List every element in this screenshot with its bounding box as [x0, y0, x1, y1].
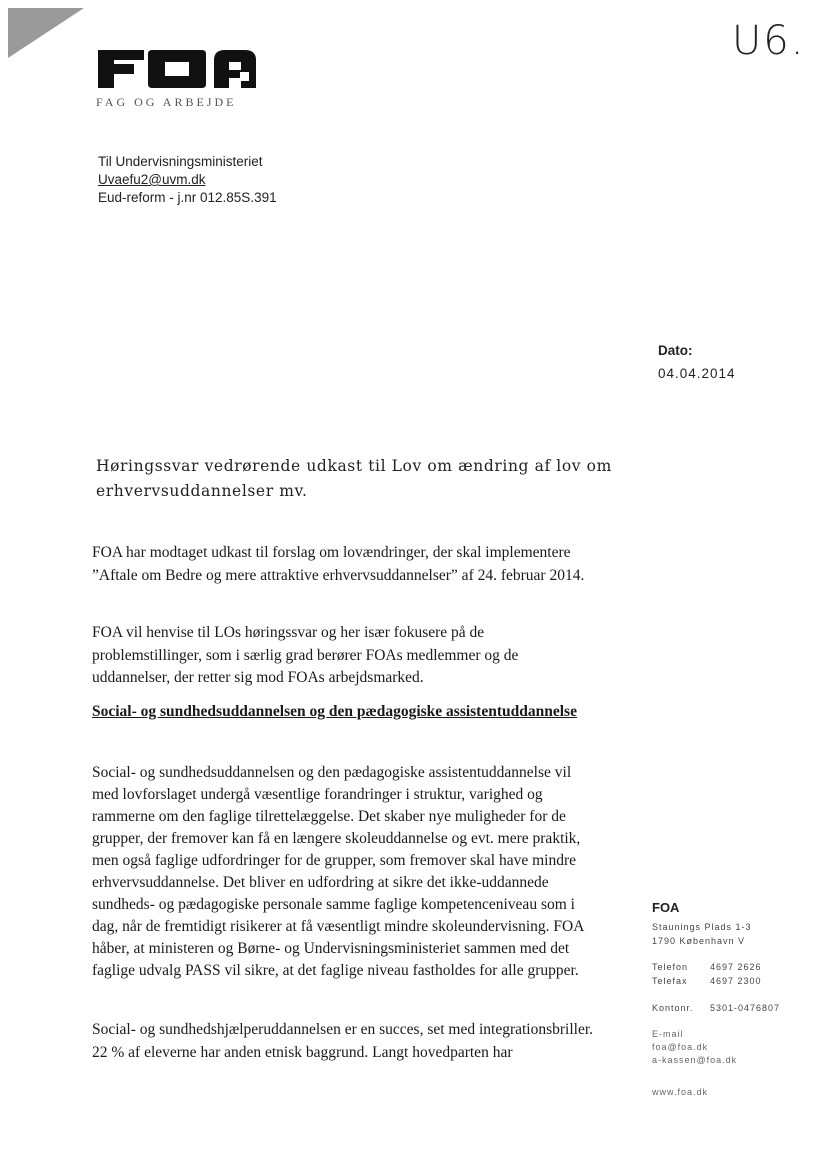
recipient-block	[98, 153, 277, 207]
sidebar-konto-row	[652, 1003, 780, 1013]
sidebar-city: 1790 København V	[652, 936, 746, 946]
letter-title: Høringssvar vedrørende udkast til Lov om ændring af lov om erhvervsuddannelser mv.	[96, 457, 612, 500]
recipient-line: Til Undervisningsministeriet	[98, 154, 263, 169]
body-paragraph-2: FOA vil henvise til LOs høringssvar og her især fokusere på de problemstillinger, som i særlig grad berører FOAs medlemmer og de uddannelser, der retter sig mod FOAs arbejdsmarked.	[92, 624, 519, 686]
body-paragraph-4: Social- og sundhedshjælperuddannelsen er en succes, set med integrationsbriller. 22 % af eleverne har anden etnisk baggrund. Langt hovedparten har	[92, 1021, 594, 1061]
sidebar-telefax-row	[652, 976, 762, 986]
sidebar-email-block	[652, 1028, 737, 1067]
konto-value: 5301-0476807	[710, 1003, 781, 1013]
body-paragraph-3: Social- og sundhedsuddannelsen og den pædagogiske assistentuddannelse vil med lovforslaget undergå væsentlige forandringer i struktur, varighed og rammerne om den faglige tilrettelæggelse. Det skaber nye muligheder for de grupper, der fremover kan få en længere skoleuddannelse og evt. mere praktik, men også faglige udfordringer for de grupper, som fremover skal have mindre erhvervsuddannelse. Det bliver en udfordring at sikre det ikke-uddannede sundheds- og pædagogiske personale samme faglige kompetenceniveau som i dag, når de fremtidigt risikerer at få væsentligt mindre skoleundervisning. FOA håber, at ministeren og Børne- og Undervisningsministeriet sammen med det faglige udvalg PASS vil sikre, at det faglige niveau fastholdes for alle grupper.	[92, 764, 584, 979]
email-label: E-mail	[652, 1029, 684, 1039]
body-paragraph-1: FOA har modtaget udkast til forslag om lovændringer, der skal implementere ”Aftale om Bedre og mere attraktive erhvervsuddannelser” af 24. februar 2014.	[92, 544, 585, 584]
telefax-value: 4697 2300	[710, 976, 762, 986]
logo-tagline: FAG OG ARBEJDE	[96, 95, 237, 109]
sidebar-org-name: FOA	[652, 900, 680, 915]
corner-triangle-graphic	[8, 8, 84, 58]
sidebar-address	[652, 920, 752, 948]
website-link[interactable]: www.foa.dk	[652, 1087, 709, 1097]
telefon-label: Telefon	[652, 962, 689, 972]
date-value: 04.04.2014	[658, 366, 736, 381]
reference-line: Eud-reform - j.nr 012.85S.391	[98, 190, 277, 205]
sidebar-street: Staunings Plads 1-3	[652, 922, 752, 932]
email-link-akassen[interactable]: a-kassen@foa.dk	[652, 1055, 738, 1065]
date-label: Dato:	[658, 343, 693, 358]
sidebar-telefon-row	[652, 962, 762, 972]
section-heading: Social- og sundhedsuddannelsen og den pædagogiske assistentuddannelse	[92, 703, 577, 720]
email-link-foa[interactable]: foa@foa.dk	[652, 1042, 709, 1052]
konto-label: Kontonr.	[652, 1003, 694, 1013]
handwritten-mark: U6.	[732, 18, 806, 64]
recipient-email-link[interactable]: Uvaefu2@uvm.dk	[98, 172, 206, 187]
foa-logo	[94, 44, 260, 90]
telefon-value: 4697 2626	[710, 962, 762, 972]
telefax-label: Telefax	[652, 976, 688, 986]
